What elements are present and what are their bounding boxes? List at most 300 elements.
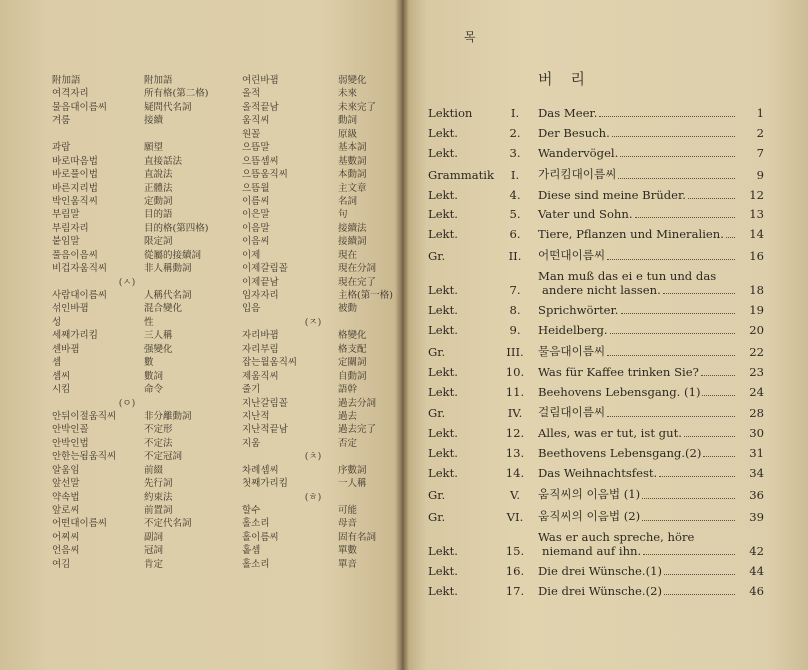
glossary-korean-term: 부림말 xyxy=(52,209,80,221)
glossary-korean-term: 附加語 xyxy=(52,75,81,86)
glossary-hanja-term: 基本詞 xyxy=(338,142,367,154)
glossary-hanja-term: 附加語 xyxy=(144,75,173,86)
toc-entry-page: 39 xyxy=(749,509,764,524)
glossary-hanja-term: 命令 xyxy=(144,384,164,396)
glossary-hanja-term: 直說法 xyxy=(144,169,173,181)
toc-entry-title: Vater und Sohn. xyxy=(538,207,633,222)
glossary-entry xyxy=(242,356,384,369)
glossary-korean-term: 사람대이름씨 xyxy=(52,290,108,301)
glossary-korean-term: 겨룸 xyxy=(52,115,71,127)
glossary-korean-term: 홀소리 xyxy=(242,518,270,530)
glossary-hanja-term: 不定冠詞 xyxy=(144,451,183,463)
glossary-korean-term: 이제갈림꼴 xyxy=(242,263,288,275)
glossary-section-letter: (ㅇ) xyxy=(118,397,136,409)
toc-entry-page: 44 xyxy=(749,563,764,578)
toc-entry-number: 8. xyxy=(509,303,521,318)
toc-entry-number: 3. xyxy=(509,145,521,160)
glossary-entry xyxy=(242,504,384,517)
toc-entry xyxy=(428,530,764,558)
glossary-korean-term: 성 xyxy=(52,316,62,328)
glossary-hanja-term: 定關詞 xyxy=(338,357,367,369)
toc-entry-number: III. xyxy=(506,344,524,359)
glossary-entry xyxy=(242,343,384,356)
toc-entry-kind: Gr. xyxy=(428,406,446,421)
glossary-entry xyxy=(52,477,202,490)
toc-entry-title-line2: niemand auf ihn. xyxy=(542,543,642,558)
toc-leader-dots xyxy=(726,237,735,238)
glossary-entry xyxy=(242,208,384,221)
toc-entry xyxy=(428,166,764,182)
glossary-entry xyxy=(52,370,202,383)
toc-leader-dots xyxy=(643,554,735,555)
glossary-korean-term: 으뜸월 xyxy=(242,182,270,194)
toc-entry-kind: Lekt. xyxy=(428,466,458,481)
toc-entry-title: Die drei Wünsche.(2) xyxy=(538,583,663,598)
toc-entry-number: 16. xyxy=(505,563,525,578)
glossary-entry xyxy=(242,101,384,114)
glossary-korean-term: 바로풀이법 xyxy=(52,169,98,181)
glossary-korean-term: 시킴 xyxy=(52,384,71,396)
glossary-hanja-term: 疑問代名詞 xyxy=(144,101,192,113)
toc-entry-title: 어떤대이름씨 xyxy=(538,248,606,263)
glossary-entry xyxy=(242,114,384,127)
toc-leader-dots xyxy=(621,313,736,314)
toc-entry-title: Tiere, Pflanzen und Mineralien. xyxy=(538,227,724,242)
glossary-korean-term: 지난갈림꼴 xyxy=(242,397,288,409)
glossary-entry xyxy=(242,544,384,557)
glossary-korean-term: 바른지리법 xyxy=(52,182,98,194)
toc-entry-page: 46 xyxy=(749,583,764,598)
toc-entry xyxy=(428,126,764,140)
toc-leader-dots xyxy=(642,520,735,521)
toc-entry-number: 13. xyxy=(505,446,525,461)
glossary-entry xyxy=(52,423,202,436)
toc-entry-page: 18 xyxy=(749,283,764,298)
glossary-entry xyxy=(52,235,202,248)
glossary-hanja-term: 接續詞 xyxy=(338,236,367,248)
glossary-hanja-term: 現在 xyxy=(338,249,358,261)
glossary-korean-term: 제움직씨 xyxy=(242,370,279,382)
toc-entry-page: 14 xyxy=(749,227,764,242)
toc-entry-page: 20 xyxy=(749,322,764,337)
glossary-korean-term: 안박인법 xyxy=(52,437,89,449)
glossary-hanja-term: 動詞 xyxy=(338,115,358,127)
toc-entry-number: 11. xyxy=(505,384,525,399)
glossary-entry xyxy=(242,558,384,571)
toc-entry xyxy=(428,385,764,399)
glossary-hanja-term: 先行詞 xyxy=(144,478,173,490)
glossary-hanja-term: 性 xyxy=(144,316,154,328)
glossary-entry xyxy=(242,87,384,100)
toc-leader-dots xyxy=(607,355,735,356)
glossary-hanja-term: 格變化 xyxy=(338,330,367,342)
toc-entry xyxy=(428,466,764,480)
glossary-entry xyxy=(52,544,202,557)
toc-entry-number: 4. xyxy=(509,187,521,202)
toc-entry-title: Sprichwörter. xyxy=(538,303,619,318)
toc-entry-title: Beethovens Lebensgang.(2) xyxy=(538,446,702,461)
glossary-entry xyxy=(242,464,384,477)
toc-entry-number: II. xyxy=(508,249,522,264)
glossary-korean-term xyxy=(52,128,144,141)
glossary-hanja-term: 序數詞 xyxy=(338,464,367,476)
toc-entry xyxy=(428,323,764,337)
toc-entry-number: 6. xyxy=(509,227,521,242)
toc-leader-dots xyxy=(642,498,735,499)
toc-entry-title-block xyxy=(538,207,738,221)
glossary-hanja-term: 人稱代名詞 xyxy=(144,290,192,301)
glossary-hanja-term: 可能 xyxy=(338,505,358,516)
glossary-hanja-term: 三人稱 xyxy=(144,330,173,342)
glossary-hanja-term: 基數詞 xyxy=(338,155,367,167)
toc-entry-title: Heidelberg. xyxy=(538,322,608,337)
glossary-hanja-term: 固有名詞 xyxy=(338,531,377,543)
toc-entry-title-block xyxy=(538,426,738,440)
toc-entry-kind: Lekt. xyxy=(428,384,458,399)
toc-entry-title-block xyxy=(538,166,738,182)
toc-entry-title: Beehovens Lebensgang. (1) xyxy=(538,384,701,399)
glossary-korean-term: 자리부림 xyxy=(242,343,279,355)
toc-entry-kind: Gr. xyxy=(428,249,446,264)
glossary-hanja-term: 限定詞 xyxy=(144,236,173,248)
glossary-hanja-term: 接續法 xyxy=(338,222,367,234)
toc-entry-page: 9 xyxy=(756,167,764,182)
toc-entry-number: VI. xyxy=(506,509,524,524)
glossary-entry xyxy=(242,437,384,450)
glossary-korean-term: 홀소리 xyxy=(242,558,270,570)
glossary-korean-term: 이제끝남 xyxy=(242,276,279,288)
glossary-korean-term: 지난적 xyxy=(242,410,270,422)
glossary-entry xyxy=(242,195,384,208)
glossary-entry xyxy=(52,329,202,342)
toc-entry-number: I. xyxy=(510,106,520,120)
toc-entry-kind: Lekt. xyxy=(428,446,458,461)
toc-entry-kind: Lektion xyxy=(428,106,473,120)
glossary-entry xyxy=(242,155,384,168)
toc-leader-dots xyxy=(702,395,735,396)
glossary-section-heading xyxy=(242,450,384,463)
toc-entry-title-line2: andere nicht lassen. xyxy=(542,283,661,298)
toc-entry-title-block xyxy=(538,146,738,160)
glossary-entry xyxy=(52,155,202,168)
glossary-korean-term: 박인움직씨 xyxy=(52,195,98,207)
toc-entry-number: 17. xyxy=(505,583,525,598)
glossary-section-heading xyxy=(52,276,202,289)
glossary-hanja-term: 非人稱動詞 xyxy=(144,263,192,275)
glossary-hanja-term: 從屬的接續詞 xyxy=(144,249,202,261)
glossary-entry xyxy=(52,74,202,87)
glossary-entry xyxy=(52,302,202,315)
toc-entry-title-block xyxy=(538,466,738,480)
toc-entry-title: 가리킴대이름씨 xyxy=(538,166,617,181)
glossary-korean-term: 셈씨 xyxy=(52,370,71,382)
toc-entry-title-block xyxy=(538,323,738,337)
glossary-hanja-term: 正體法 xyxy=(144,182,173,194)
running-head: 목 xyxy=(464,30,475,44)
toc-entry-title-block xyxy=(538,508,738,524)
glossary-korean-term: 셈 xyxy=(52,357,62,369)
toc-entry-page: 12 xyxy=(749,187,764,202)
glossary-hanja-term: 格支配 xyxy=(338,343,367,355)
glossary-entry xyxy=(52,114,202,127)
glossary-hanja-term: 混合變化 xyxy=(144,303,183,315)
glossary-hanja-term: 弱變化 xyxy=(338,75,367,86)
toc-leader-dots xyxy=(663,293,735,294)
glossary-hanja-term: 數 xyxy=(144,357,154,369)
glossary-entry xyxy=(52,517,202,530)
toc-entry xyxy=(428,227,764,241)
toc-entry-title-continuation xyxy=(538,544,738,558)
glossary-korean-term: 붙임말 xyxy=(52,236,80,248)
toc-entry-kind: Lekt. xyxy=(428,207,458,222)
glossary-korean-term: 언음씨 xyxy=(52,545,80,557)
toc-entry-number: 9. xyxy=(509,322,521,337)
glossary-hanja-term: 原級 xyxy=(338,128,358,140)
toc-leader-dots xyxy=(607,259,735,260)
toc-entry-kind: Lekt. xyxy=(428,364,458,379)
glossary-entry xyxy=(52,141,202,154)
glossary-hanja-term: 現在分詞 xyxy=(338,263,377,275)
glossary-entry xyxy=(242,128,384,141)
glossary-hanja-term: 直接話法 xyxy=(144,155,183,167)
table-of-contents xyxy=(428,106,764,603)
glossary-entry xyxy=(52,316,202,329)
glossary-hanja-term: 前綴 xyxy=(144,464,164,476)
glossary-section-letter: (ㅎ) xyxy=(304,491,322,503)
toc-entry-page: 24 xyxy=(749,384,764,399)
glossary-hanja-term: 目的語 xyxy=(144,209,173,221)
toc-leader-dots xyxy=(607,416,735,417)
glossary-korean-term: 지움 xyxy=(242,437,261,449)
toc-entry-title: Diese sind meine Brüder. xyxy=(538,187,686,202)
toc-entry-kind: Lekt. xyxy=(428,187,458,202)
toc-entry-page: 2 xyxy=(756,125,764,140)
toc-entry-title-block xyxy=(538,486,738,502)
toc-entry-kind: Lekt. xyxy=(428,563,458,578)
glossary-entry xyxy=(242,397,384,410)
glossary-entry xyxy=(242,477,384,490)
toc-entry-title-block xyxy=(538,303,738,317)
toc-entry-title: Das Weihnachtsfest. xyxy=(538,466,658,481)
glossary-hanja-term: 冠詞 xyxy=(144,545,164,557)
toc-entry-title-block xyxy=(538,269,738,297)
glossary-entry xyxy=(242,423,384,436)
glossary-entry xyxy=(242,249,384,262)
glossary-entry xyxy=(52,531,202,544)
toc-entry-title-block xyxy=(538,188,738,202)
toc-entry-kind: Gr. xyxy=(428,344,446,359)
glossary-entry xyxy=(52,437,202,450)
glossary-hanja-term: 單音 xyxy=(338,558,358,570)
glossary-korean-term: 입음 xyxy=(242,303,261,315)
glossary-korean-term: 이름씨 xyxy=(242,195,270,207)
toc-entry xyxy=(428,486,764,502)
toc-entry-title: 물음대이름씨 xyxy=(538,343,606,358)
glossary-korean-term: 차례셈씨 xyxy=(242,464,279,476)
toc-entry-title-block xyxy=(538,446,738,460)
glossary-korean-term: 풀음이음씨 xyxy=(52,249,98,261)
glossary-korean-term: 어찌씨 xyxy=(52,531,80,543)
toc-entry-title-block xyxy=(538,584,738,598)
glossary-korean-term: 이은말 xyxy=(242,209,270,221)
toc-entry-kind: Lekt. xyxy=(428,543,458,558)
toc-entry-page: 16 xyxy=(749,249,764,264)
toc-entry-kind: Lekt. xyxy=(428,322,458,337)
glossary-korean-term: 이음씨 xyxy=(242,236,270,248)
glossary-korean-term: 앞선말 xyxy=(52,478,80,490)
glossary-korean-term: 비겁자움직씨 xyxy=(52,263,108,275)
glossary-hanja-term: 單數 xyxy=(338,545,358,557)
toc-entry-title: Alles, was er tut, ist gut. xyxy=(538,426,682,441)
toc-entry xyxy=(428,584,764,598)
toc-entry-title: Man muß das ei e tun und das xyxy=(538,269,717,284)
toc-entry-number: 15. xyxy=(505,543,525,558)
toc-entry-number: IV. xyxy=(507,406,523,421)
toc-entry-kind: Lekt. xyxy=(428,303,458,318)
glossary-hanja-term: 定動詞 xyxy=(144,195,173,207)
glossary-korean-term: 줄기 xyxy=(242,384,261,396)
toc-entry-number: 14. xyxy=(505,466,525,481)
glossary-korean-term: 으뜸셈씨 xyxy=(242,155,279,167)
glossary-korean-term: 임자자리 xyxy=(242,290,279,301)
glossary-entry xyxy=(242,531,384,544)
glossary-hanja-term: 目的格(第四格) xyxy=(144,222,209,234)
glossary-hanja-term: 副詞 xyxy=(144,531,164,543)
toc-entry-page: 13 xyxy=(749,207,764,222)
glossary-entry xyxy=(242,370,384,383)
toc-leader-dots xyxy=(688,198,735,199)
toc-entry-number: I. xyxy=(510,167,520,182)
glossary-entry xyxy=(52,195,202,208)
glossary-hanja-term: 自動詞 xyxy=(338,370,367,382)
toc-entry-page: 22 xyxy=(749,344,764,359)
toc-entry-number: 12. xyxy=(505,426,525,441)
toc-entry-kind: Lekt. xyxy=(428,145,458,160)
contents-title: 버리 xyxy=(538,70,603,88)
glossary-hanja-term: 肯定 xyxy=(144,558,164,570)
toc-entry-kind: Gr. xyxy=(428,509,446,524)
glossary-hanja-term: 未來 xyxy=(338,88,358,100)
glossary-korean-term: 센바뀜 xyxy=(52,343,80,355)
toc-entry-title-block xyxy=(538,365,738,379)
toc-leader-dots xyxy=(620,156,735,157)
glossary-korean-term: 세째가리킴 xyxy=(52,330,98,342)
toc-entry xyxy=(428,207,764,221)
toc-leader-dots xyxy=(659,476,735,477)
toc-entry xyxy=(428,365,764,379)
glossary-hanja-term: 前置詞 xyxy=(144,505,173,516)
toc-entry-title-block xyxy=(538,385,738,399)
glossary-entry xyxy=(52,208,202,221)
toc-entry-title-continuation xyxy=(538,283,738,297)
toc-entry xyxy=(428,404,764,420)
toc-leader-dots xyxy=(610,333,735,334)
glossary-column-2 xyxy=(242,74,393,571)
toc-entry-kind: Gr. xyxy=(428,488,446,503)
glossary-entry xyxy=(242,517,384,530)
glossary-section-heading xyxy=(242,316,384,329)
toc-entry-number: 5. xyxy=(509,207,521,222)
glossary-korean-term: 지난적끝남 xyxy=(242,424,288,436)
toc-entry xyxy=(428,564,764,578)
toc-entry-number: 10. xyxy=(505,364,525,379)
toc-entry-title: 걸림대이름씨 xyxy=(538,405,606,420)
glossary-entry xyxy=(52,464,202,477)
glossary-korean-term: 자리바뀜 xyxy=(242,330,279,342)
toc-leader-dots xyxy=(612,136,735,137)
toc-entry-title-block xyxy=(538,126,738,140)
toc-entry-kind: Lekt. xyxy=(428,125,458,140)
glossary-korean-term: 여린바뀜 xyxy=(242,75,279,86)
glossary-entry xyxy=(242,302,384,315)
glossary-korean-term: 안한는됨움직씨 xyxy=(52,451,117,463)
glossary-hanja-term: 約束法 xyxy=(144,491,173,503)
toc-entry-title-block xyxy=(538,404,738,420)
toc-entry xyxy=(428,247,764,263)
glossary-korean-term: 홑셈 xyxy=(242,545,261,557)
glossary-hanja-term: 主格(第一格) xyxy=(338,290,393,301)
left-page-glossary xyxy=(0,0,402,670)
glossary-entry xyxy=(52,491,202,504)
toc-entry-title-block xyxy=(538,530,738,558)
glossary-entry xyxy=(52,289,202,302)
toc-entry-title: Das Meer. xyxy=(538,106,598,120)
toc-leader-dots xyxy=(664,574,735,575)
toc-entry xyxy=(428,106,764,120)
glossary-hanja-term: 數詞 xyxy=(144,370,164,382)
glossary-korean-term: 이제 xyxy=(242,249,261,261)
glossary-hanja-term: 不定法 xyxy=(144,437,173,449)
glossary-entry xyxy=(52,168,202,181)
glossary-hanja-term: 不定代名詞 xyxy=(144,518,192,530)
toc-entry-title: 움직씨의 이음법 (2) xyxy=(538,508,641,523)
glossary-hanja-term: 過去完了 xyxy=(338,424,377,436)
toc-entry xyxy=(428,343,764,359)
glossary-korean-term: 섞인바뀜 xyxy=(52,303,89,315)
glossary-korean-term: 약속법 xyxy=(52,491,80,503)
toc-entry xyxy=(428,303,764,317)
glossary-entry xyxy=(242,383,384,396)
toc-entry-kind: Lekt. xyxy=(428,283,458,298)
glossary-section-letter: (ㅈ) xyxy=(304,316,322,328)
toc-entry-page: 42 xyxy=(749,543,764,558)
toc-entry-title-block xyxy=(538,247,738,263)
glossary-korean-term: 알움임 xyxy=(52,464,80,476)
glossary-korean-term: 으뜸움직씨 xyxy=(242,169,288,181)
toc-entry-kind: Grammatik xyxy=(428,167,495,182)
toc-entry-page: 28 xyxy=(749,406,764,421)
glossary-korean-term: 여김 xyxy=(52,558,71,570)
glossary-entry xyxy=(52,182,202,195)
glossary-korean-term: 앞로씨 xyxy=(52,505,80,516)
glossary-hanja-term: 名詞 xyxy=(338,195,358,207)
glossary-hanja-term: 被動 xyxy=(338,303,358,315)
toc-leader-dots xyxy=(703,456,735,457)
glossary-korean-term: 과랍 xyxy=(52,142,71,154)
glossary-entry xyxy=(52,249,202,262)
glossary-korean-term: 바로따음법 xyxy=(52,155,98,167)
toc-entry-page: 7 xyxy=(756,145,764,160)
glossary-hanja-term: 語幹 xyxy=(338,384,358,396)
toc-entry xyxy=(428,146,764,160)
glossary-entry xyxy=(242,235,384,248)
glossary-entry xyxy=(242,262,384,275)
glossary-korean-term: 이음말 xyxy=(242,222,270,234)
glossary-entry xyxy=(52,128,202,141)
glossary-korean-term: 부림자리 xyxy=(52,222,89,234)
glossary-korean-term: 으뜸말 xyxy=(242,142,270,154)
toc-entry xyxy=(428,446,764,460)
